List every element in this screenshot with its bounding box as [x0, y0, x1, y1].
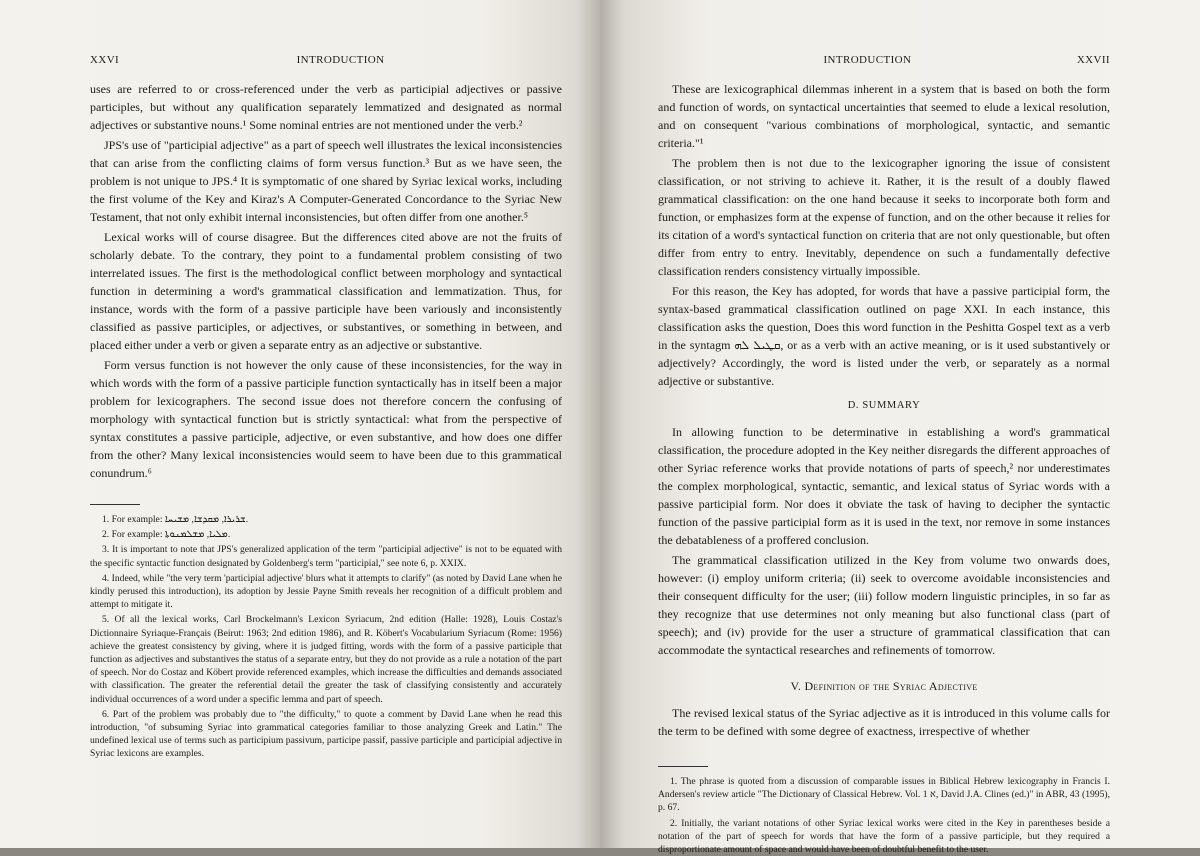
footnote: 4. Indeed, while "the very term 'participial adjective' blurs what it attempts to clarify" (as noted by David Lane when he kindly perused this introduction), its adoption by Jessie Payne Smith reveals her recognition of a difficult problem and attempt to mitigate it. — [90, 572, 562, 611]
left-footnotes — [90, 513, 562, 761]
left-running-head: INTRODUCTION — [296, 54, 385, 66]
paragraph: In allowing function to be determinative in establishing a word's grammatical classification, the procedure adopted in the Key neither disregards the different approaches of other Syriac reference works that provide notations of parts of speech,² nor underestimates the complex morphological, syntactic, semantic, and lexical status of Syriac words with a passive participial form. Nor does it obviate the task of having to decipher the syntactic function of the passive participial form as it is used in the text, nor remove in some instances the debatableness of a proffered conclusion. — [658, 425, 1110, 547]
summary-body — [658, 423, 1110, 659]
footnote: 1. For example: ܫܪܝܪܐ, ܡܩܕܫܐ, ܡܫܝܚܐ. — [102, 514, 249, 525]
right-page — [600, 0, 1200, 856]
paragraph: The revised lexical status of the Syriac adjective as it is introduced in this volume calls for the term to be defined with some degree of exactness, irrespective of whether — [658, 706, 1110, 738]
right-header — [658, 54, 1110, 66]
paragraph: JPS's use of "participial adjective" as a part of speech well illustrates the lexical inconsistencies that can arise from the conflicting claims of form versus function.³ But as we have seen, the problem is not unique to JPS.⁴ It is symptomatic of one shared by Syriac lexical works, including the first volume of the Key and Kiraz's A Computer-Generated Concordance to the Syriac New Testament, that not only exhibit internal inconsistencies, but often differ from one another.⁵ — [90, 138, 562, 224]
paragraph: The grammatical classification utilized in the Key from volume two onwards does, however: (i) employ uniform criteria; (ii) seek to overcome avoidable inconsistencies and their consequent difficulty for the user; (iii) follow modern linguistic principles, in so far as they recognize that use determines not only meaning but also functional class (part of speech); and (iv) provide for the user a structure of grammatical classification that can accommodate the syntactical researches and refinements of tomorrow. — [658, 553, 1110, 657]
paragraph: For this reason, the Key has adopted, for words that have a passive participial form, the syntax-based grammatical classification outlined on page XXI. In each instance, this classification asks the question, Does this word function in the Peshitta Gospel text as a verb in the syntagm ܩܛܝܠ ܠܗ, or as a verb with an active meaning, or is it used substantively or adjectively? Accordingly, the word is listed under the verb, or separately as a normal adjective or substantive. — [658, 284, 1110, 388]
section-heading: V. Definition of the Syriac Adjective — [790, 679, 978, 693]
right-footnotes — [658, 775, 1110, 856]
left-body — [90, 80, 562, 482]
left-page — [0, 0, 600, 848]
right-page-number: XXVII — [1076, 54, 1110, 66]
right-body — [658, 80, 1110, 390]
footnote: 1. The phrase is quoted from a discussion of comparable issues in Biblical Hebrew lexicography in Francis I. Andersen's review article "The Dictionary of Classical Hebrew. Vol. 1 א, David J.A. Clines (ed.)" in ABR, 43 (1995), p. 67. — [658, 776, 1110, 814]
footnote: 2. Initially, the variant notations of other Syriac lexical works were cited in the Key in parentheses beside a notation of the part of speech for words that have the form of a passive participle, but they required a disproportionate amount of space and would have been of doubtful benefit to the user. — [658, 817, 1110, 856]
paragraph: uses are referred to or cross-referenced under the verb as participial adjectives or passive participles, but without any qualification separately lemmatized and designated as normal adjectives or substantive nouns.¹ Some nominal entries are not mentioned under the verb.² — [90, 82, 562, 132]
footnote: 5. Of all the lexical works, Carl Brockelmann's Lexicon Syriacum, 2nd edition (Halle: 1928), Louis Costaz's Dictionnaire Syriaque-Français (Beirut: 1963; 2nd edition 1986), and R. Köbert's Vocabularium Syriacum (Rome: 1956) achieve the greatest consistency by giving, where it is judged fitting, words with the form of a passive participle that function as adjectives and substantives the status of a separate entry, but they do not provide as a rule a notation of the part of speech. Nor do Costaz and Köbert provide referenced examples, which increase the difficulties and demands associated with classification. The greater the referential detail the greater the task of classifying consistently and accurately individual occurrences of a word under a specific lemma and part of speech. — [90, 614, 562, 705]
left-header — [90, 54, 562, 66]
footnote: 6. Part of the problem was probably due to "the difficulty," to quote a comment by David Lane when he read this introduction, "of subsuming Syriac into grammatical categories familiar to those analyzing Greek and Latin." The undefined lexical use of terms such as participium passivum, participe passif, passive participle and participial adjective in Syriac lexicons are examples. — [90, 708, 562, 760]
paragraph: The problem then is not due to the lexicographer ignoring the issue of consistent classification, or not striving to achieve it. Rather, it is the result of a doubly flawed grammatical classification: on the one hand because it seeks to incorporate both form and function, or emphasizes form at the expense of function, and on the other because it relies for its citation of a word's syntactical function on criteria that are not only questionable, but often differ from entry to entry. Inevitably, dependence on such a fundamentally defective classification renders consistency virtually impossible. — [658, 156, 1110, 278]
paragraph: Lexical works will of course disagree. But the differences cited above are not the fruits of scholarly debate. To the contrary, they point to a fundamental problem consisting of two interrelated issues. The first is the methodological conflict between morphology and syntactical function in determining a word's grammatical classification and lemmatization. Thus, for instance, words with the form of a passive participle have been variously and inconsistently classified as passive participles, or adjectives, or substantives, or something in between, and placed either under a verb or given a separate entry as an adjective or substantive. — [90, 230, 562, 352]
summary-heading: D. SUMMARY — [847, 400, 921, 411]
footnote-rule — [658, 766, 708, 767]
paragraph: Form versus function is not however the only cause of these inconsistencies, for the way in which words with the form of a passive participle function syntactically has in itself been a major problem for lexicographers. The second issue does not therefore concern the confusing of morphology with syntactical function but is strictly syntactical: what from the perspective of syntax constitutes a passive participle, adjective, or even substantive, and how does one differ from the other? Many lexical inconsistencies would seem to have been due to this grammatical conundrum.⁶ — [90, 358, 562, 480]
footnote-rule — [90, 504, 140, 505]
paragraph: These are lexicographical dilemmas inherent in a system that is based on both the form and function of words, on syntactical uncertainties that seemed to elude a lexical resolution, and on consequent "various combinations of morphological, syntactic, and semantic criteria."¹ — [658, 82, 1110, 150]
section-body — [658, 704, 1110, 740]
right-running-head: INTRODUCTION — [823, 54, 912, 66]
footnote: 3. It is important to note that JPS's generalized application of the term "participial adjective" is not to be equated with the specific syntactic function designated by Goldenberg's term "participial," see note 6, p. XXIX. — [90, 544, 562, 569]
left-page-number: XXVI — [90, 54, 120, 66]
footnote: 2. For example: ܡܠܝܐ, ܡܫܠܡܢܘܬܐ. — [102, 529, 231, 541]
